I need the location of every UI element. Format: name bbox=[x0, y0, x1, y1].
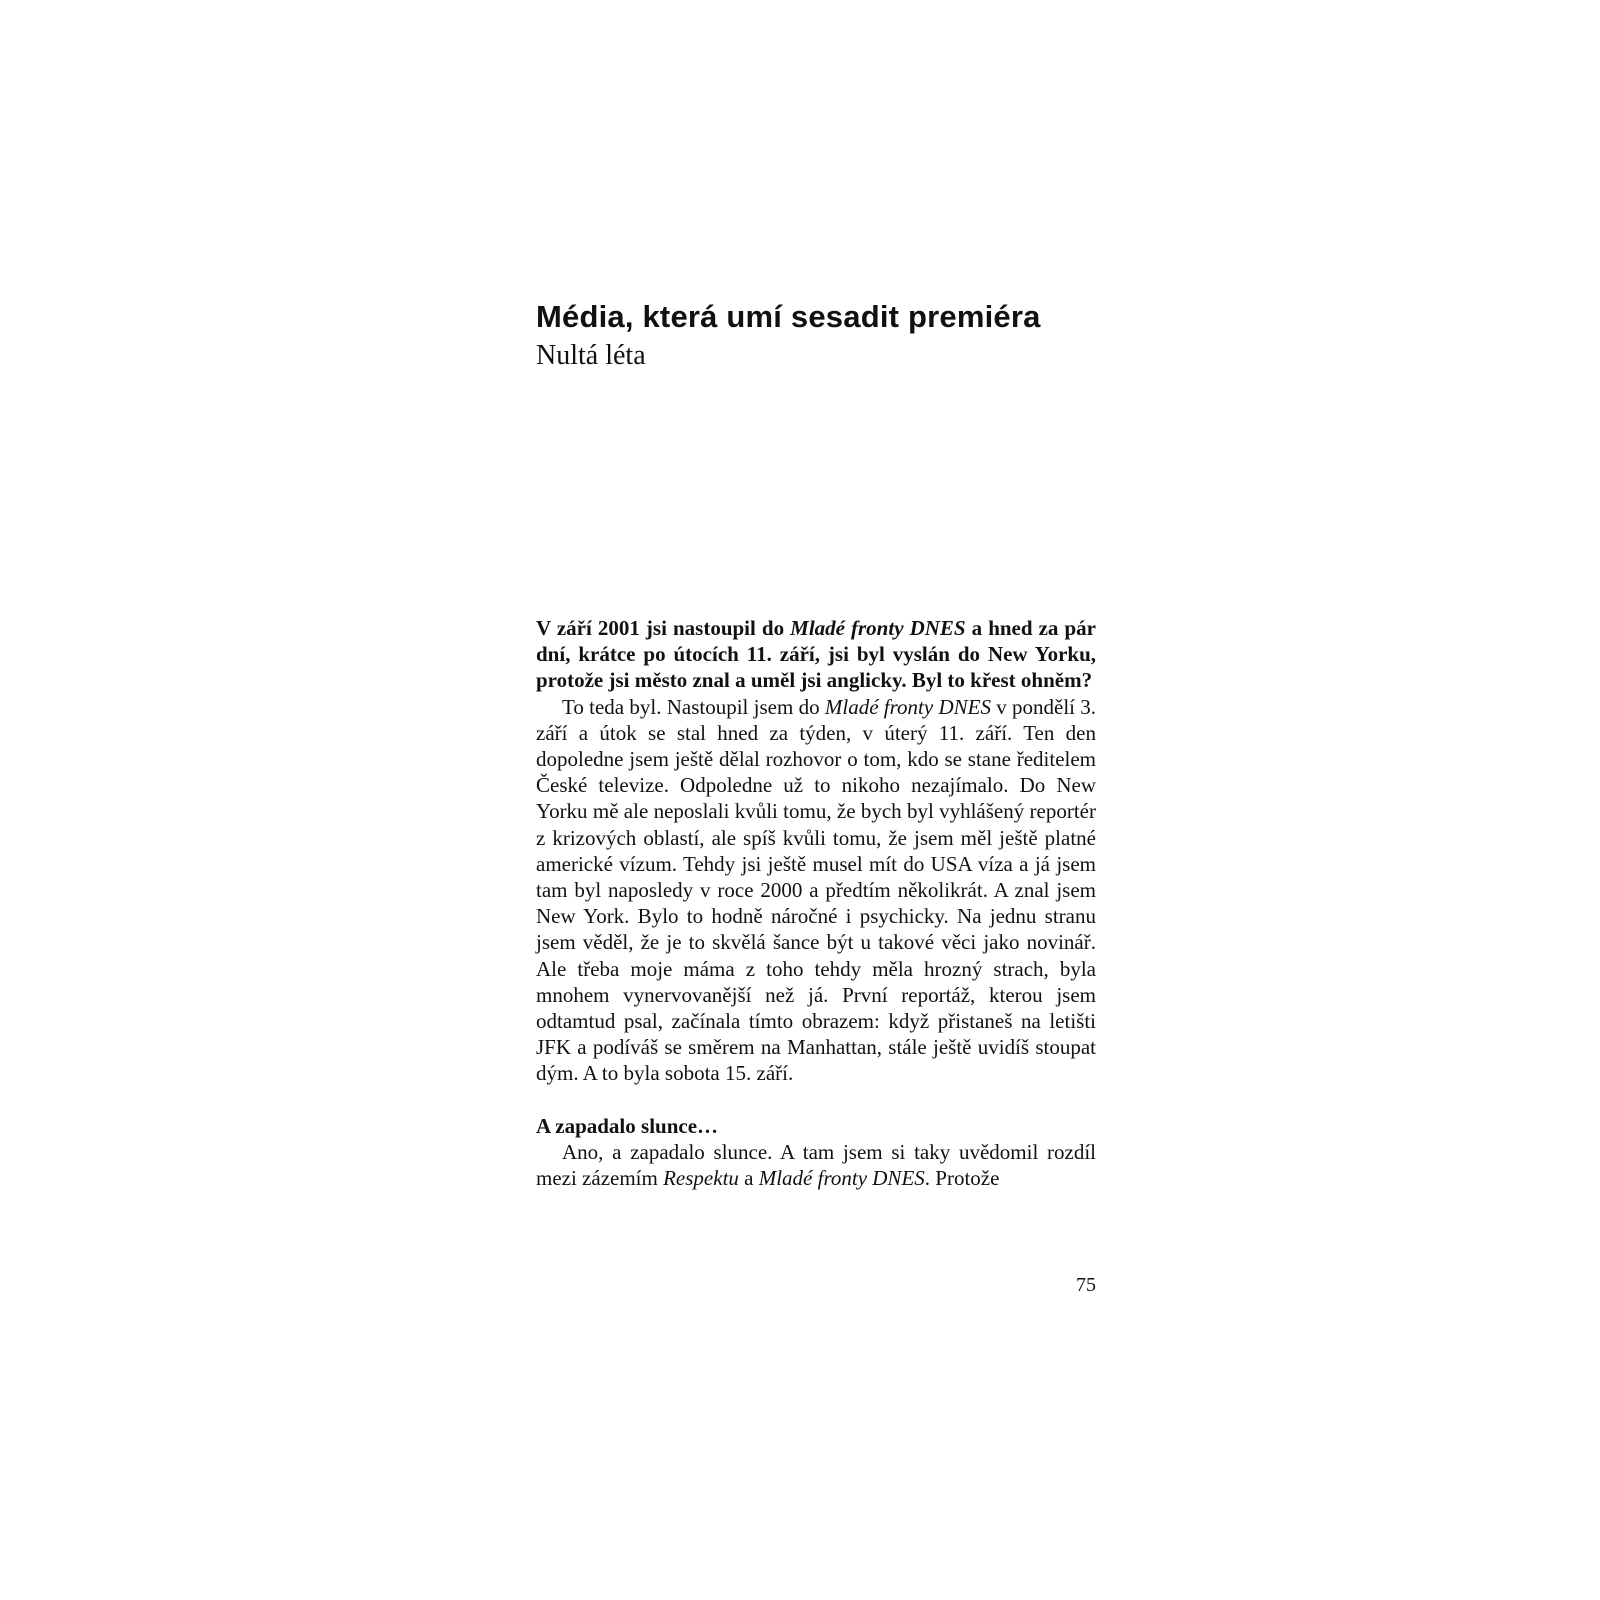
interview-question-1 bbox=[536, 615, 1096, 694]
answer-text: To teda byl. Nastoupil jsem do bbox=[562, 694, 825, 719]
question-text: V září 2001 jsi nastoupil do bbox=[536, 616, 791, 640]
publication-title: Mladé fronty DNES bbox=[758, 1166, 925, 1191]
publication-title: Mladé fronty DNES bbox=[790, 616, 966, 640]
chapter-subtitle: Nultá léta bbox=[536, 340, 646, 371]
publication-title: Respektu bbox=[663, 1166, 739, 1191]
interview-answer-1 bbox=[536, 694, 1096, 1087]
book-page bbox=[536, 0, 1096, 1600]
interview-answer-2 bbox=[536, 1139, 1096, 1191]
answer-text: . Protože bbox=[924, 1166, 1000, 1191]
question-text: a hned za pár dní, krátce po útocích 11. září, jsi byl vyslán do New Yorku, protože jsi město znal a uměl jsi anglicky. Byl to křest ohněm? bbox=[536, 616, 1096, 693]
paragraph-gap bbox=[536, 1087, 1096, 1113]
chapter-title: Média, která umí sesadit premiéra bbox=[536, 299, 1041, 334]
answer-text: v pondělí 3. září a útok se stal hned za týden, v úterý 11. září. Ten den dopoledne jsem ještě dělal rozhovor o tom, kdo se stane ředitelem České televize. Odpoledne už to nikoho nezajímalo. Do New Yorku mě ale neposlali kvůli tomu, že bych byl vyhlášený reportér z krizových oblastí, ale spíš kvůli tomu, že jsem měl ještě platné americké vízum. Tehdy jsi ještě musel mít do USA víza a já jsem tam byl naposledy v roce 2000 a předtím několikrát. A znal jsem New York. Bylo to hodně náročné i psychicky. Na jednu stranu jsem věděl, že je to skvělá šance být u takové věci jako novinář. Ale třeba moje máma z toho tehdy měla hrozný strach, byla mnohem vynervovanější než já. První reportáž, kterou jsem odtamtud psal, začínala tímto obrazem: když přistaneš na letišti JFK a podíváš se směrem na Manhattan, stále ještě uvidíš stoupat dým. A to byla sobota 15. září. bbox=[536, 694, 1097, 1086]
interview-text bbox=[536, 615, 1096, 1191]
publication-title: Mladé fronty DNES bbox=[824, 694, 991, 719]
answer-text: Ano, a zapadalo slunce. A tam jsem si taky uvědomil rozdíl mezi zázemím bbox=[536, 1139, 1096, 1191]
interview-question-2: A zapadalo slunce… bbox=[536, 1113, 719, 1138]
page-number: 75 bbox=[1076, 1274, 1096, 1296]
answer-text: a bbox=[738, 1166, 759, 1191]
